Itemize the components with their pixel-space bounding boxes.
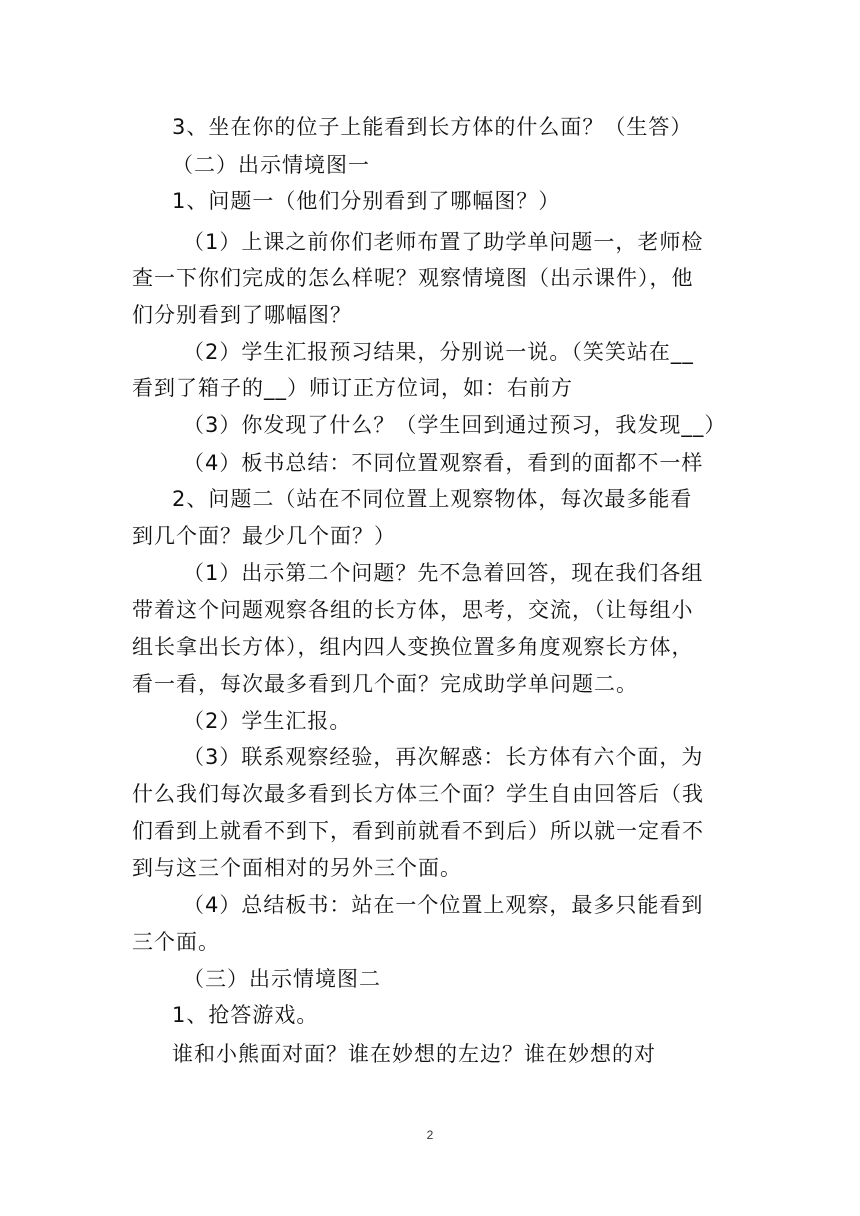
text-line: 到几个面？最少几个面？）	[132, 524, 396, 548]
text-line: （1）上课之前你们老师布置了助学单问题一，老师检	[183, 230, 704, 254]
text-line: 谁和小熊面对面？谁在妙想的左边？谁在妙想的对	[172, 1042, 656, 1066]
text-line: 1、抢答游戏。	[172, 1003, 319, 1027]
text-line: 带着这个问题观察各组的长方体，思考，交流，（让每组小	[132, 598, 694, 622]
text-line: 三个面。	[132, 930, 220, 954]
text-line: （4）板书总结：不同位置观察看，看到的面都不一样	[183, 451, 704, 475]
text-line: （3）联系观察经验，再次解惑：长方体有六个面，为	[183, 745, 704, 769]
text-line: （3）你发现了什么？（学生回到通过预习，我发现__）	[183, 413, 727, 437]
text-line: （二）出示情境图一	[172, 153, 370, 177]
text-line: （2）学生汇报预习结果，分别说一说。（笑笑站在__	[183, 340, 694, 364]
text-line: 看到了箱子的__）师订正方位词，如：右前方	[132, 376, 573, 400]
text-line: （4）总结板书：站在一个位置上观察，最多只能看到	[183, 893, 704, 917]
text-line: （三）出示情境图二	[183, 967, 381, 991]
text-line: 组长拿出长方体），组内四人变换位置多角度观察长方体，	[132, 635, 694, 659]
text-line: 2、问题二（站在不同位置上观察物体，每次最多能看	[172, 487, 693, 511]
text-line: （2）学生汇报。	[183, 709, 352, 733]
text-line: 什么我们每次最多看到长方体三个面？学生自由回答后（我	[132, 782, 704, 806]
text-line: 3、坐在你的位子上能看到长方体的什么面？（生答）	[172, 115, 693, 139]
text-line: （1）出示第二个问题？先不急着回答，现在我们各组	[183, 561, 704, 585]
text-line: 看一看，每次最多看到几个面？完成助学单问题二。	[132, 672, 638, 696]
text-line: 到与这三个面相对的另外三个面。	[132, 856, 462, 880]
page-number: 2	[426, 1128, 434, 1142]
text-line: 查一下你们完成的怎么样呢？观察情境图（出示课件），他	[132, 266, 694, 290]
text-line: 们分别看到了哪幅图？	[132, 303, 352, 327]
text-line: 们看到上就看不到下，看到前就看不到后）所以就一定看不	[132, 819, 704, 843]
text-line: 1、问题一（他们分别看到了哪幅图？）	[172, 189, 561, 213]
